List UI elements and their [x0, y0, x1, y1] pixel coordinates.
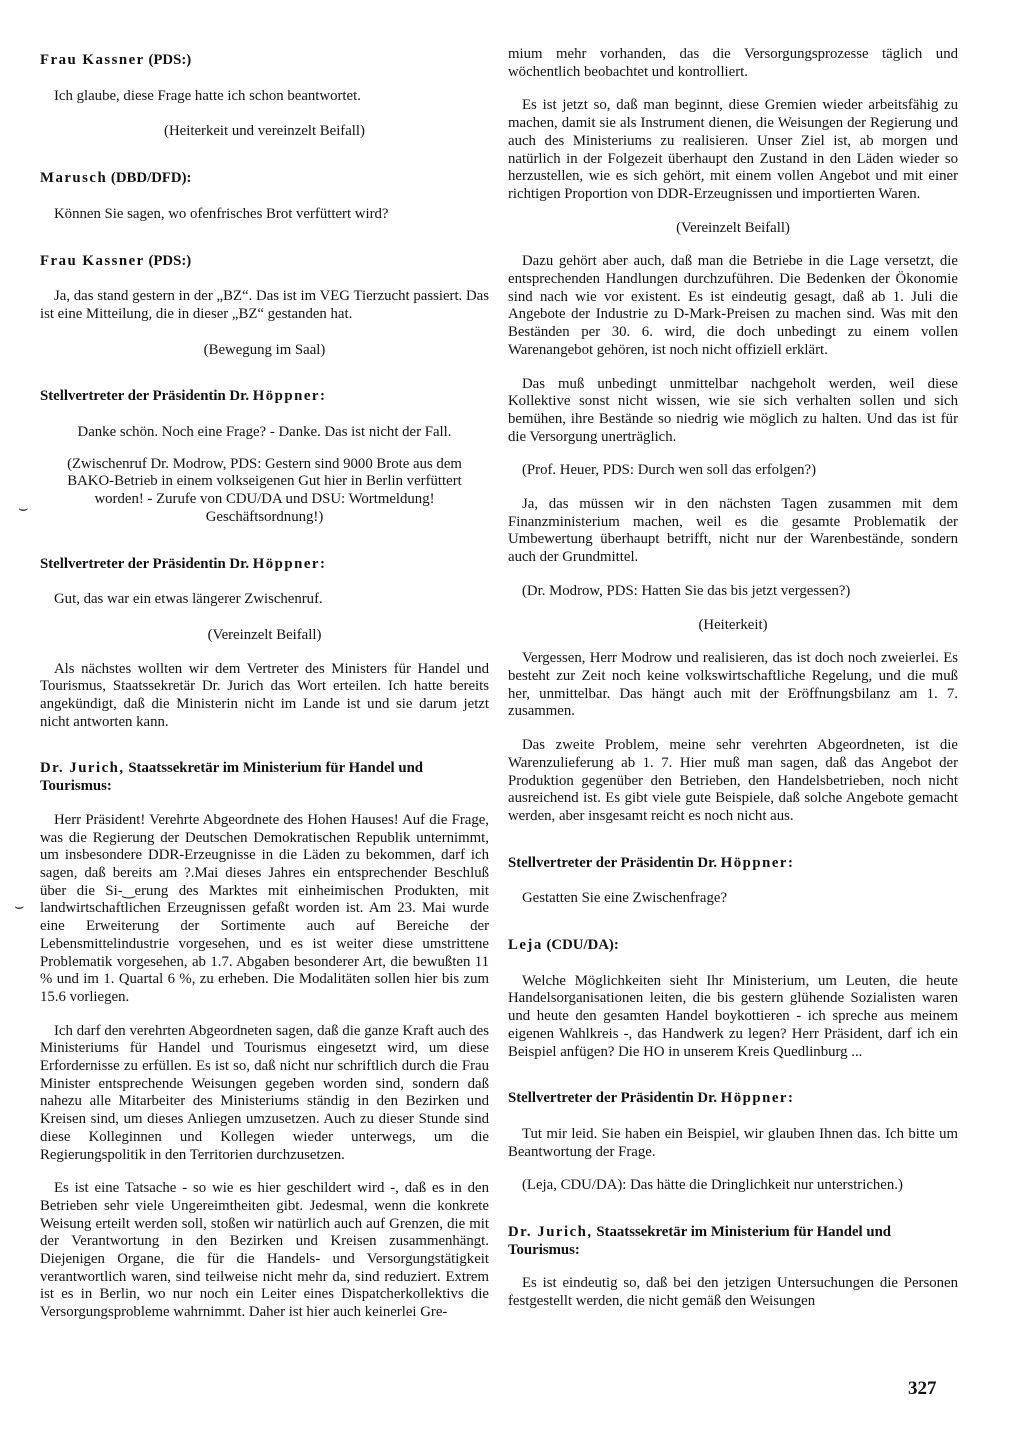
- paragraph: Es ist eine Tatsache - so wie es hier geschildert wird -, daß es in den Betrieben sehr viele Ungereimtheiten gibt. Jedesmal, wenn die konkrete Weisung erteilt werden soll, stoßen wir natürlich auch auf Grenzen, die mit der Verantwortung in den Bezirken und Kreisen zusammenhängt. Diejenigen Organe, die für die Handels- und Versorgungstätigkeit verantwortlich waren, sind teilweise nicht mehr da, sind reduziert. Extrem ist es in Berlin, wo nur noch ein Leiter eines Dispatcherkollektivs die Versorgungsprobleme wahrnimmt. Daher ist hier auch keinerlei Gre-: [40, 1180, 489, 1321]
- paragraph: Gestatten Sie eine Zwischenfrage?: [522, 890, 728, 907]
- right-column: [508, 46, 958, 1311]
- speaker-heading: [40, 253, 489, 271]
- speaker-name: Höppner: [720, 854, 788, 871]
- paragraph: Ich glaube, diese Frage hatte ich schon beantwortet.: [54, 87, 361, 104]
- left-column: [40, 46, 489, 1322]
- speaker-name: Höppner: [252, 388, 320, 405]
- speaker-name: Dr. Jurich,: [508, 1224, 593, 1241]
- interjection: (Zwischenruf Dr. Modrow, PDS: Gestern sind 9000 Brote aus dem BAKO-Betrieb in einem volkseigenen Gut hier in Berlin verfüttert worden! - Zurufe von CDU/DA und DSU: Wortmeldung! Geschäftsordnung!): [67, 455, 462, 525]
- speaker-colon: :: [319, 388, 325, 405]
- paragraph: Vergessen, Herr Modrow und realisieren, das ist doch noch zweierlei. Es besteht zur Zeit noch keine volkswirtschaftliche Regelung, und die muß her, unmittelbar. Das hängt auch mit der Eröffnungsbilanz am 1. 7. zusammen.: [508, 650, 958, 720]
- paragraph: Können Sie sagen, wo ofenfrisches Brot verfüttert wird?: [54, 205, 389, 222]
- speaker-name: Frau Kassner: [40, 252, 145, 269]
- paragraph: Es ist eindeutig so, daß bei den jetzigen Untersuchungen die Personen festgestellt werden, die nicht gemäß den Weisungen: [508, 1275, 958, 1310]
- speaker-heading: [40, 52, 489, 70]
- interjection: (Prof. Heuer, PDS: Durch wen soll das erfolgen?): [522, 462, 817, 479]
- speaker-name: Leja: [508, 937, 543, 954]
- speaker-title: Stellvertreter der Präsidentin Dr.: [40, 388, 250, 405]
- speaker-name: Frau Kassner: [40, 52, 145, 68]
- interjection: (Vereinzelt Beifall): [207, 626, 322, 643]
- speaker-colon: :: [319, 555, 325, 572]
- paragraph: Es ist jetzt so, daß man beginnt, diese Gremien wieder arbeitsfähig zu machen, damit sie als Instrument dienen, die Weisungen der Regierung und auch des Ministeriums zu realisieren. Unser Ziel ist, ab morgen und natürlich in der Folgezeit überhaupt den Zustand in den Läden wieder so herzustellen, wie es sich gehört, mit einem vollen Angebot und mit einer richtigen Proportion von DDR-Erzeugnissen und importierten Waren.: [508, 97, 958, 202]
- paragraph: Gut, das war ein etwas längerer Zwischenruf.: [54, 591, 323, 608]
- speaker-party: (DBD/DFD):: [110, 170, 192, 187]
- paragraph: Ja, das müssen wir in den nächsten Tagen zusammen mit dem Finanzministerium machen, weil es die gesamte Problematik der Umbewertung überhaupt betrifft, nicht nur der Warenbestände, sondern auch der Grundmittel.: [508, 496, 958, 566]
- paragraph: Welche Möglichkeiten sieht Ihr Ministerium, um Leuten, die heute Handelsorganisationen leiten, die bis gestern glühende Sozialisten waren und heute den gesamten Handel boykottieren - ich spreche aus meinem eigenen Wahlkreis -, das Handwerk zu legen? Herr Präsident, darf ich ein Beispiel anfügen? Die HO in unserem Kreis Quedlinburg ...: [508, 972, 958, 1060]
- margin-mark: ⌣: [18, 500, 29, 517]
- paragraph: Das zweite Problem, meine sehr verehrten Abgeordneten, ist die Warenzulieferung ab 1. 7. Hier muß man sagen, daß das Angebot der Produktion gegenüber den Betrieben, den Handelsbetrieben, noch nicht ausreichend ist. Es gibt viele gute Beispiele, daß solche Angebote gemacht werden, aber insgesamt reicht es noch nicht aus.: [508, 737, 958, 824]
- speaker-name: Höppner: [252, 555, 320, 572]
- speaker-heading: [40, 760, 489, 795]
- speaker-heading: [40, 388, 489, 406]
- speaker-title: Staatssekretär im Ministerium für Handel und Tourismus:: [40, 760, 424, 795]
- paragraph: Tut mir leid. Sie haben ein Beispiel, wir glauben Ihnen das. Ich bitte um Beantwortung der Frage.: [508, 1125, 958, 1160]
- speaker-colon: :: [787, 854, 793, 871]
- speaker-heading: [508, 855, 958, 873]
- speaker-party: (PDS:): [148, 252, 192, 269]
- interjection: (Leja, CDU/DA): Das hätte die Dringlichkeit nur unterstrichen.): [522, 1177, 903, 1194]
- speaker-title: Stellvertreter der Präsidentin Dr.: [40, 555, 250, 572]
- paragraph: Ich darf den verehrten Abgeordneten sagen, daß die ganze Kraft auch des Ministeriums für Handel und Tourismus eingesetzt wird, um diese Erfordernisse zu erfüllen. Es ist so, daß nicht nur schriftlich durch die Frau Minister entsprechende Weisungen gegeben worden sind, sondern daß nahezu alle Mitarbeiter des Ministeriums ständig in den Bezirken und Kreisen sind, um dieses Anliegen umzusetzen. Auch zu dieser Stunde sind diese Kolleginnen und Kollegen wieder unterwegs, um die Regierungspolitik in den Territorien durchzusetzen.: [40, 1022, 489, 1163]
- speaker-heading: [40, 556, 489, 574]
- speaker-title: Staatssekretär im Ministerium für Handel und Tourismus:: [508, 1224, 892, 1258]
- interjection: (Vereinzelt Beifall): [676, 219, 790, 236]
- speaker-party: (CDU/DA):: [546, 937, 619, 954]
- paragraph: Danke schön. Noch eine Frage? - Danke. Das ist nicht der Fall.: [77, 424, 452, 441]
- paragraph: mium mehr vorhanden, das die Versorgungsprozesse täglich und wöchentlich beobachtet und kontrolliert.: [508, 46, 958, 80]
- speaker-name: Marusch: [40, 170, 108, 187]
- paragraph: Dazu gehört aber auch, daß man die Betriebe in die Lage versetzt, die entsprechenden Handlungen durchzuführen. Die Bedenken der Ökonomie sind nach wie vor existent. Es ist eindeutig gesagt, daß ab 1. Juli die Angebote der Industrie zu D-Mark-Preisen zu machen sind. Was mit den Beständen per 30. 6. wird, die doch unbedingt zu einem vollen Warenangebot gehören, ist noch nicht offiziell erklärt.: [508, 253, 958, 358]
- interjection: (Heiterkeit): [698, 616, 768, 633]
- paragraph: Ja, das stand gestern in der „BZ“. Das ist im VEG Tierzucht passiert. Das ist eine Mitteilung, die in dieser „BZ“ gestanden hat.: [40, 288, 489, 322]
- margin-mark: ⌣: [14, 898, 25, 915]
- page-number: 327: [908, 1378, 937, 1399]
- interjection: (Bewegung im Saal): [203, 341, 326, 358]
- speaker-title: Stellvertreter der Präsidentin Dr.: [508, 854, 718, 871]
- speaker-colon: :: [787, 1090, 793, 1107]
- speaker-party: (PDS:): [148, 52, 192, 68]
- paragraph: Das muß unbedingt unmittelbar nachgeholt werden, weil diese Kollektive sonst nicht wissen, wie sie sich verhalten sollen und sich bemühen, ihre Bestände so niedrig wie möglich zu halten. Und das ist für die Versorgung unerträglich.: [508, 375, 958, 445]
- speaker-name: Höppner: [720, 1090, 788, 1107]
- speaker-heading: [508, 1090, 958, 1108]
- speaker-heading: [508, 937, 958, 955]
- speaker-heading: [40, 170, 489, 188]
- paragraph: Herr Präsident! Verehrte Abgeordnete des Hohen Hauses! Auf die Frage, was die Regierung der Deutschen Demokratischen Republik unternimmt, um insbesondere DDR-Erzeugnisse in die Läden zu bekommen, darf ich sagen, daß bereits am ?.Mai dieses Jahres ein entsprechender Beschluß über die Si-‿erung des Marktes mit einheimischen Produkten, mit landwirtschaftlichen Erzeugnissen gefaßt worden ist. Am 23. Mai wurde eine Erweiterung der Sortimente auch auf Bereiche der Lebensmittelindustrie vorgesehen, und es ist weiter diese umstrittene Problematik vorgesehen, ab 1.7. Abgaben besonderer Art, die bewußten 11 % und im 1. Quartal 6 %, zu erheben. Die Modalitäten sollen hier bis zum 15.6 vorliegen.: [40, 811, 489, 1005]
- speaker-name: Dr. Jurich,: [40, 760, 125, 777]
- speaker-title: Stellvertreter der Präsidentin Dr.: [508, 1090, 718, 1107]
- interjection: (Dr. Modrow, PDS: Hatten Sie das bis jetzt vergessen?): [522, 582, 851, 599]
- interjection: (Heiterkeit und vereinzelt Beifall): [164, 123, 365, 140]
- speaker-heading: [508, 1224, 958, 1259]
- paragraph: Als nächstes wollten wir dem Vertreter des Ministers für Handel und Tourismus, Staatssekretär Dr. Jurich das Wort erteilen. Ich hatte bereits angekündigt, daß die Ministerin nicht im Lande ist und sie darum jetzt nicht antworten kann.: [40, 660, 489, 730]
